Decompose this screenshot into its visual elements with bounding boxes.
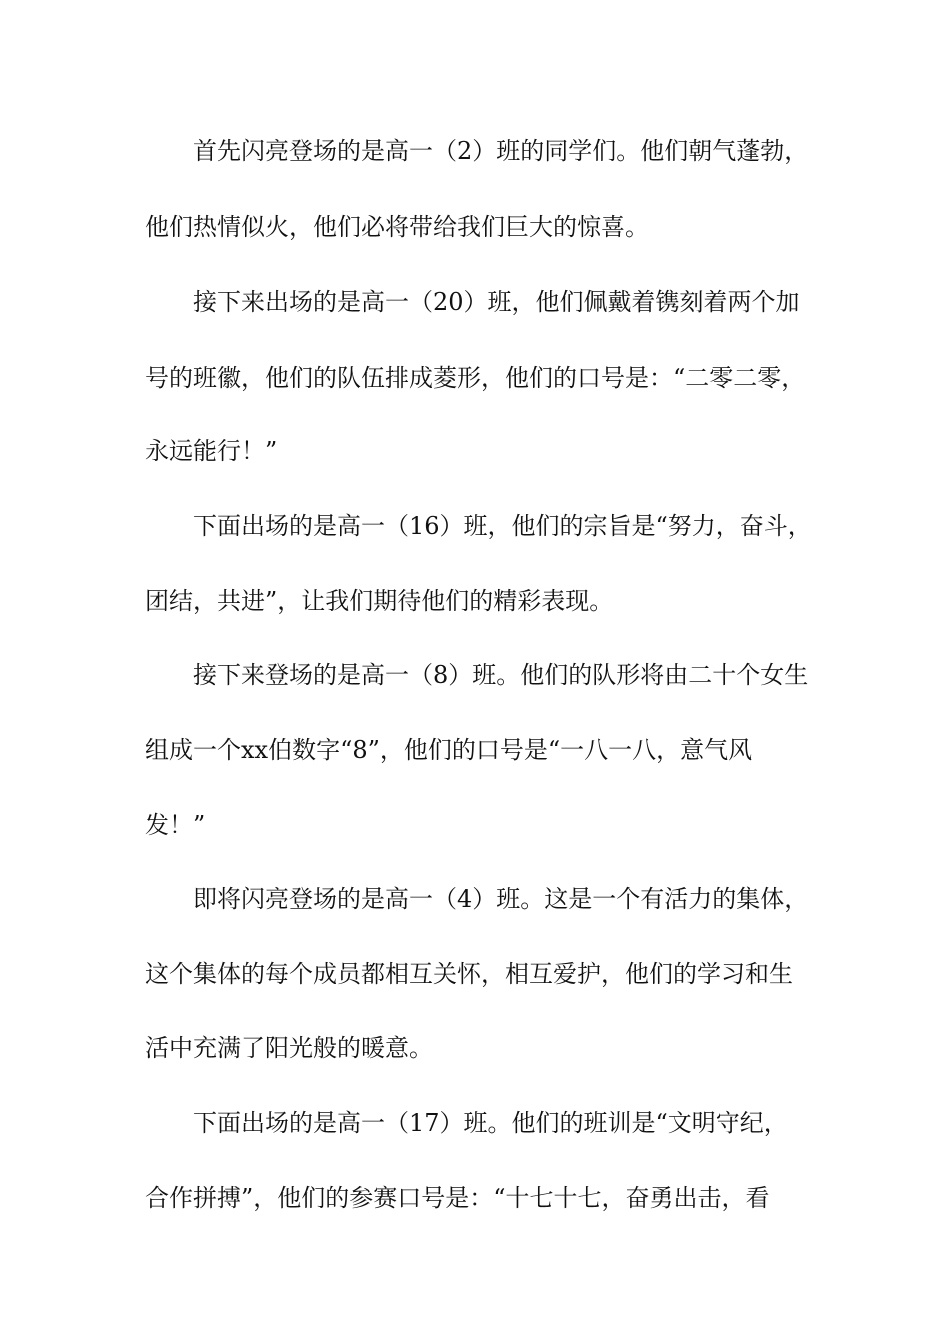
paragraph-5-line-3: 活中充满了阳光般的暖意。 — [145, 1034, 433, 1062]
paragraph-3-line-2: 团结，共进”，让我们期待他们的精彩表现。 — [145, 587, 614, 615]
paragraph-4-line-1: 接下来登场的是高一（8）班。他们的队形将由二十个女生 — [193, 661, 809, 689]
paragraph-1-line-1: 首先闪亮登场的是高一（2）班的同学们。他们朝气蓬勃， — [193, 137, 809, 165]
paragraph-5-line-1: 即将闪亮登场的是高一（4）班。这是一个有活力的集体， — [193, 885, 809, 913]
paragraph-3-line-1: 下面出场的是高一（16）班，他们的宗旨是“努力，奋斗， — [193, 512, 812, 540]
paragraph-2-line-3: 永远能行！” — [145, 437, 278, 465]
paragraph-2-line-1: 接下来出场的是高一（20）班，他们佩戴着镌刻着两个加 — [193, 288, 800, 316]
paragraph-1-line-2: 他们热情似火，他们必将带给我们巨大的惊喜。 — [145, 213, 649, 241]
paragraph-4-line-3: 发！” — [145, 811, 206, 839]
paragraph-6-line-2: 合作拼搏”，他们的参赛口号是：“十七十七，奋勇出击，看 — [145, 1184, 770, 1212]
paragraph-4-line-2: 组成一个xx伯数字“8”，他们的口号是“一八一八，意气风 — [145, 736, 753, 764]
paragraph-5-line-2: 这个集体的每个成员都相互关怀，相互爱护，他们的学习和生 — [145, 960, 793, 988]
paragraph-6-line-1: 下面出场的是高一（17）班。他们的班训是“文明守纪， — [193, 1109, 788, 1137]
paragraph-2-line-2: 号的班徽，他们的队伍排成菱形，他们的口号是：“二零二零， — [145, 364, 806, 392]
